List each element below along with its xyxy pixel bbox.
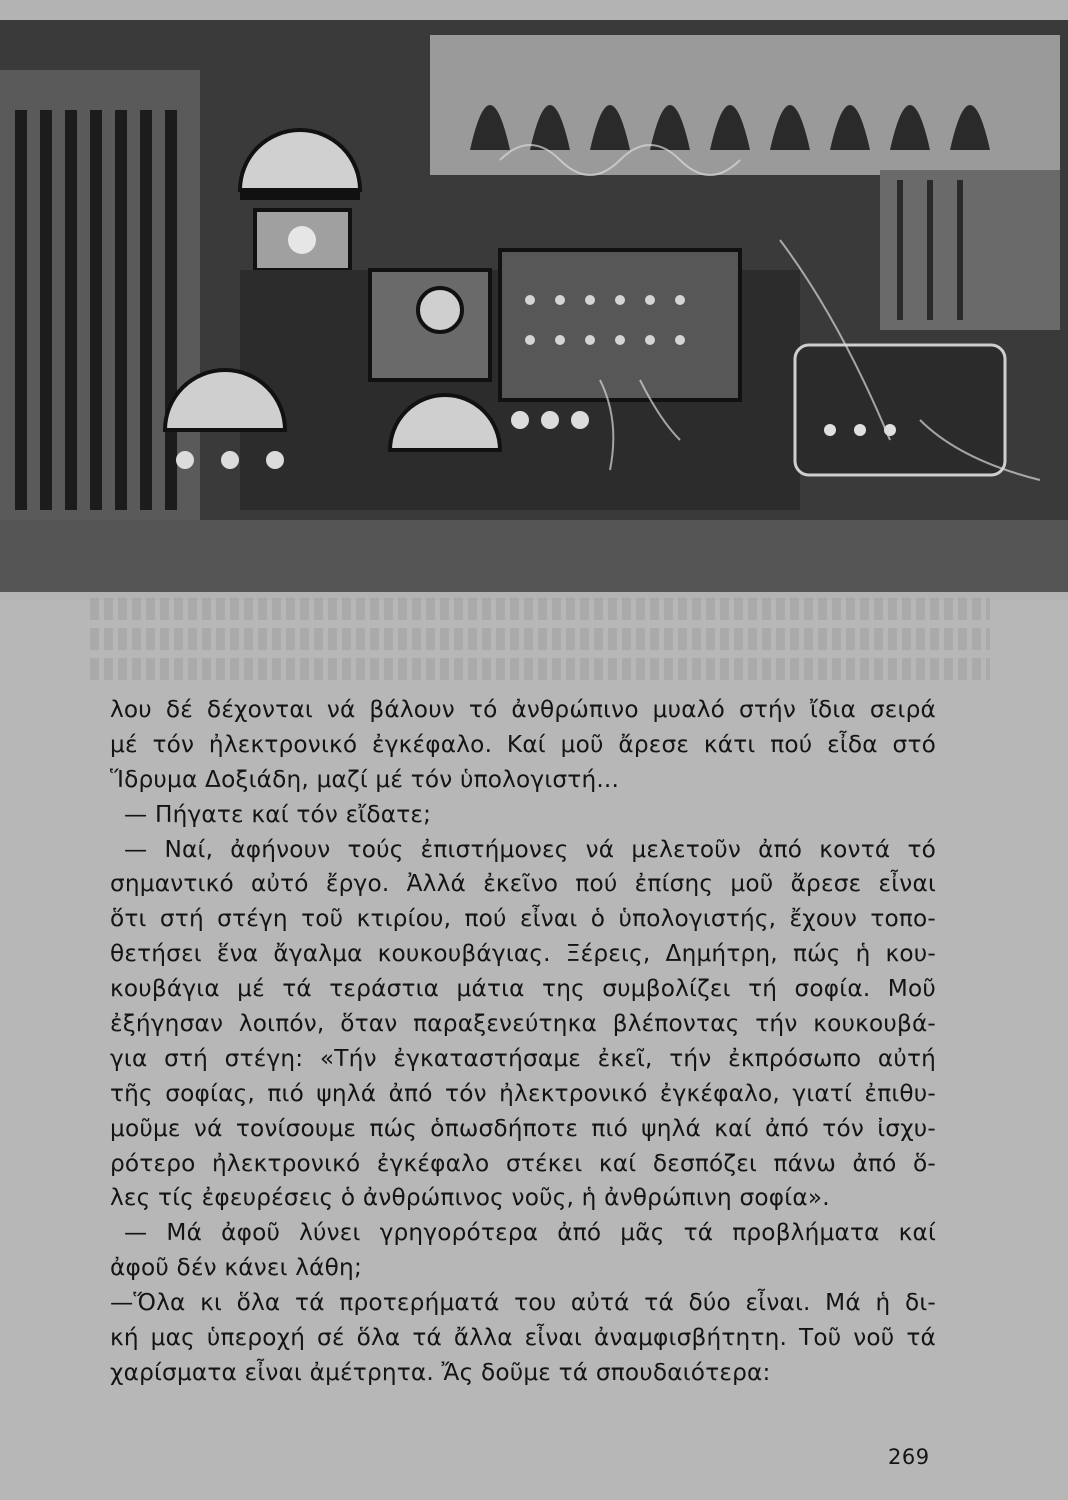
text-line: — Πήγατε καί τόν εἴδατε; <box>124 800 432 828</box>
text-line: θετήσει ἕνα ἄγαλμα κουκουβάγιας. Ξέρεις, Δημήτρη, πώς ἡ κου- <box>110 940 936 968</box>
bleed-through-text <box>90 598 990 688</box>
text-line: μέ τόν ἠλεκτρονικό ἐγκέφαλο. Καί μοῦ ἄρεσε κάτι πού εἶδα στό <box>110 730 936 758</box>
text-line: ἐξήγησαν λοιπόν, ὅταν παραξενεύτηκα βλέποντας τήν κουκουβά- <box>110 1010 936 1038</box>
text-line: για στή στέγη: «Τήν ἐγκαταστήσαμε ἐκεῖ, τήν ἐκπρόσωπο αὐτή <box>110 1044 936 1072</box>
computer-illustration <box>0 0 1068 600</box>
text-line: — Μά ἀφοῦ λύνει γρηγορότερα ἀπό μᾶς τά προβλήματα καί <box>124 1219 936 1247</box>
text-line: τῆς σοφίας, πιό ψηλά ἀπό τόν ἠλεκτρονικό ἐγκέφαλο, γιατί ἐπιθυ- <box>110 1079 936 1107</box>
text-line: Ἵδρυμα Δοξιάδη, μαζί μέ τόν ὑπολογιστή... <box>110 765 620 793</box>
computer-drawing <box>0 0 1068 600</box>
text-line: μοῦμε νά τονίσουμε πώς ὁπωσδήποτε πιό ψηλά καί ἀπό τόν ἰσχυ- <box>110 1114 936 1142</box>
text-line: ἀφοῦ δέν κάνει λάθη; <box>110 1254 362 1282</box>
text-line: λες τίς ἐφευρέσεις ὁ ἀνθρώπινος νοῦς, ἡ ἀνθρώπινη σοφία». <box>110 1184 830 1212</box>
page-number: 269 <box>888 1445 930 1469</box>
text-line: κουβάγια μέ τά τεράστια μάτια της συμβολίζει τή σοφία. Μοῦ <box>110 975 936 1003</box>
text-line: ὅτι στή στέγη τοῦ κτιρίου, πού εἶναι ὁ ὑπολογιστής, ἔχουν τοπο- <box>110 905 936 933</box>
text-line: λου δέ δέχονται νά βάλουν τό ἀνθρώπινο μυαλό στήν ἴδια σειρά <box>110 696 936 723</box>
text-line: — Ναί, ἀφήνουν τούς ἐπιστήμονες νά μελετοῦν ἀπό κοντά τό <box>124 835 936 863</box>
text-line: σημαντικό αὐτό ἔργο. Ἀλλά ἐκεῖνο πού ἐπίσης μοῦ ἄρεσε εἶναι <box>110 870 936 898</box>
text-line: ρότερο ἠλεκτρονικό ἐγκέφαλο στέκει καί δεσπόζει πάνω ἀπό ὅ- <box>110 1149 936 1177</box>
text-line: χαρίσματα εἶναι ἀμέτρητα. Ἄς δοῦμε τά σπουδαιότερα: <box>110 1358 771 1386</box>
text-line: κή μας ὑπεροχή σέ ὅλα τά ἄλλα εἶναι ἀναμφισβήτητη. Τοῦ νοῦ τά <box>110 1324 936 1352</box>
text-line: —Ὅλα κι ὅλα τά προτερήματά του αὐτά τά δύο εἶναι. Μά ἡ δι- <box>110 1289 936 1317</box>
body-text <box>110 693 936 1391</box>
